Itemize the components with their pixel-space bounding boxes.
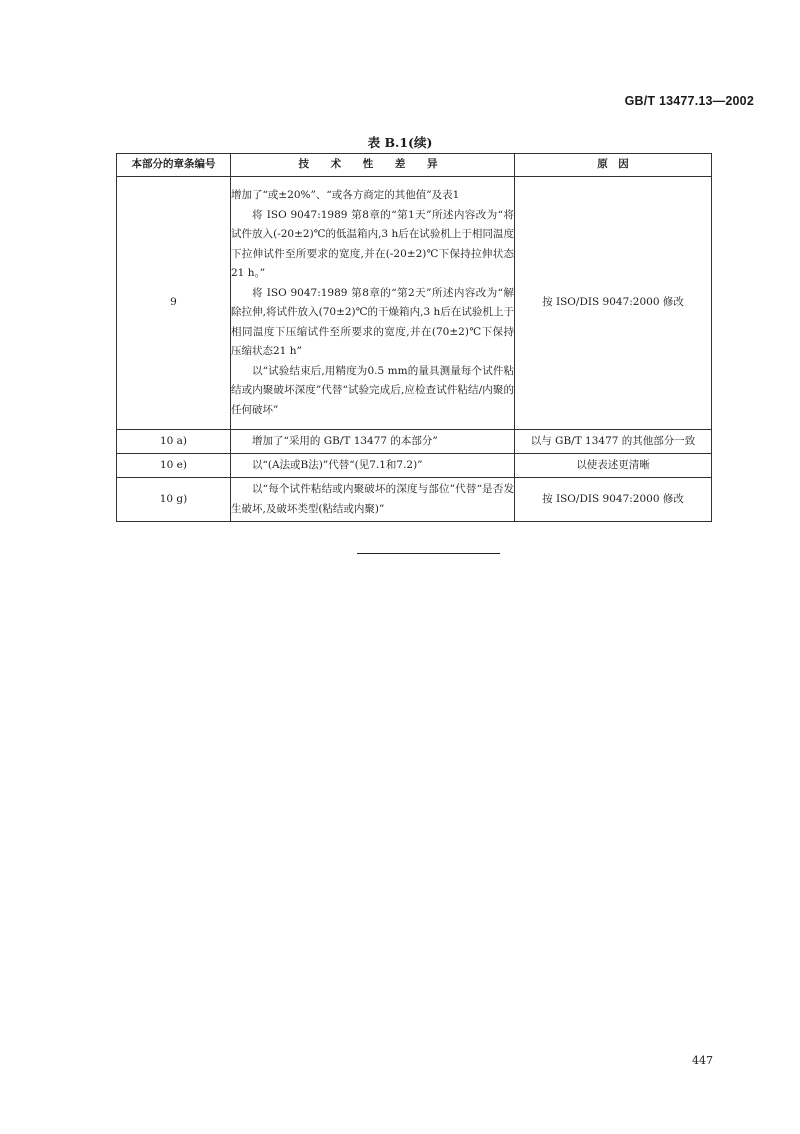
- table-row: [117, 430, 712, 454]
- column-header-difference: 技 术 性 差 异: [231, 154, 515, 177]
- difference-paragraph: 将 ISO 9047:1989 第8章的“第1天”所述内容改为“将试件放入(-20±2)℃的低温箱内,3 h后在试验机上于相同温度下拉伸试件至所要求的宽度,并在(-20±2)℃下保持拉伸状态21 h。”: [231, 208, 514, 279]
- difference-cell: [231, 430, 515, 454]
- column-header-reason: 原 因: [515, 154, 712, 177]
- reason-cell: 以使表述更清晰: [515, 454, 712, 478]
- table-header-row: [117, 154, 712, 177]
- table-row: [117, 478, 712, 522]
- reason-cell: 以与 GB/T 13477 的其他部分一致: [515, 430, 712, 454]
- difference-paragraph: 以“每个试件粘结或内聚破坏的深度与部位”代替“是否发生破坏,及破坏类型(粘结或内聚)”: [231, 483, 514, 515]
- table-caption: 表 B.1(续): [367, 135, 433, 150]
- difference-paragraph: 以“(A法或B法)”代替“(见7.1和7.2)”: [252, 458, 423, 471]
- difference-cell: [231, 478, 515, 522]
- clause-number: 9: [117, 177, 231, 430]
- standard-number: GB/T 13477.13—2002: [624, 94, 754, 108]
- column-header-clause: 本部分的章条编号: [117, 154, 231, 177]
- reason-cell: 按 ISO/DIS 9047:2000 修改: [515, 177, 712, 430]
- difference-paragraph: 将 ISO 9047:1989 第8章的“第2天”所述内容改为“解除拉伸,将试件放入(70±2)℃的干燥箱内,3 h后在试验机上于相同温度下压缩试件至所要求的宽度,并在(70±2)℃下保持压缩状态21 h”: [231, 286, 514, 357]
- difference-paragraph: 以“试验结束后,用精度为0.5 mm的量具测量每个试件粘结或内聚破坏深度”代替“试验完成后,应检查试件粘结/内聚的任何破坏”: [231, 364, 514, 416]
- clause-number: 10 g): [117, 478, 231, 522]
- reason-cell: 按 ISO/DIS 9047:2000 修改: [515, 478, 712, 522]
- difference-paragraph: 增加了“或±20%”、“或各方商定的其他值”及表1: [231, 189, 460, 201]
- technical-differences-table: [116, 153, 712, 522]
- difference-cell: [231, 177, 515, 430]
- clause-number: 10 e): [117, 454, 231, 478]
- table-row: [117, 454, 712, 478]
- clause-number: 10 a): [117, 430, 231, 454]
- table-row: [117, 177, 712, 430]
- difference-paragraph: 增加了“采用的 GB/T 13477 的本部分”: [252, 434, 438, 447]
- end-of-standard-rule: [357, 553, 500, 554]
- difference-cell: [231, 454, 515, 478]
- page-number: 447: [692, 1054, 713, 1067]
